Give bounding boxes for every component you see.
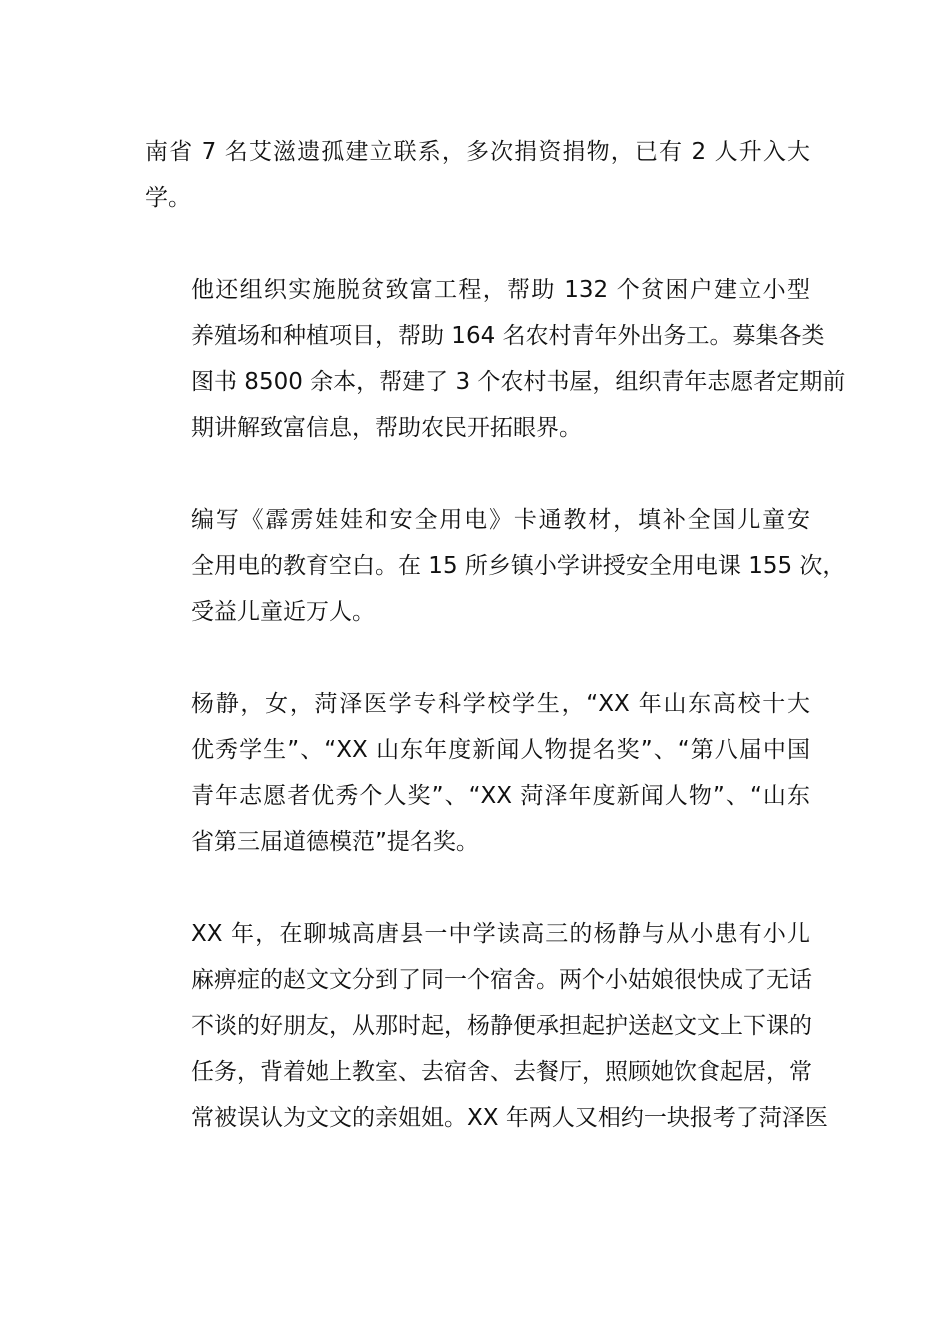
document-body bbox=[145, 129, 846, 1187]
paragraph-5 bbox=[145, 911, 828, 1141]
text-line: 受益儿童近万人。 bbox=[191, 599, 375, 625]
paragraph-4 bbox=[145, 681, 810, 865]
text-line: 编写《霹雳娃娃和安全用电》卡通教材，填补全国儿童安 bbox=[191, 507, 810, 533]
text-line: 青年志愿者优秀个人奖”、“XX 菏泽年度新闻人物”、“山东 bbox=[191, 783, 810, 809]
text-line: 省第三届道德模范”提名奖。 bbox=[191, 829, 479, 855]
text-line: 南省 7 名艾滋遗孤建立联系，多次捐资捐物，已有 2 人升入大 bbox=[145, 139, 810, 165]
text-line: XX 年，在聊城高唐县一中学读高三的杨静与从小患有小儿 bbox=[191, 921, 810, 947]
text-line: 优秀学生”、“XX 山东年度新闻人物提名奖”、“第八届中国 bbox=[191, 737, 810, 763]
paragraph-2 bbox=[145, 267, 846, 451]
text-line: 期讲解致富信息，帮助农民开拓眼界。 bbox=[191, 415, 582, 441]
text-line: 不谈的好朋友，从那时起，杨静便承担起护送赵文文上下课的 bbox=[191, 1013, 812, 1039]
text-line: 学。 bbox=[145, 185, 191, 211]
text-line: 养殖场和种植项目，帮助 164 名农村青年外出务工。募集各类 bbox=[191, 323, 825, 349]
text-line: 全用电的教育空白。在 15 所乡镇小学讲授安全用电课 155 次， bbox=[191, 553, 846, 579]
text-line: 常被误认为文文的亲姐姐。XX 年两人又相约一块报考了菏泽医 bbox=[191, 1105, 828, 1131]
text-line: 任务，背着她上教室、去宿舍、去餐厅，照顾她饮食起居，常 bbox=[191, 1059, 812, 1085]
text-line: 他还组织实施脱贫致富工程，帮助 132 个贫困户建立小型 bbox=[191, 277, 810, 303]
text-line: 图书 8500 余本，帮建了 3 个农村书屋，组织青年志愿者定期前 bbox=[191, 369, 846, 395]
text-line: 麻痹症的赵文文分到了同一个宿舍。两个小姑娘很快成了无话 bbox=[191, 967, 812, 993]
paragraph-1 bbox=[145, 129, 810, 221]
paragraph-3 bbox=[145, 497, 846, 635]
text-line: 杨静，女，菏泽医学专科学校学生，“XX 年山东高校十大 bbox=[191, 691, 810, 717]
